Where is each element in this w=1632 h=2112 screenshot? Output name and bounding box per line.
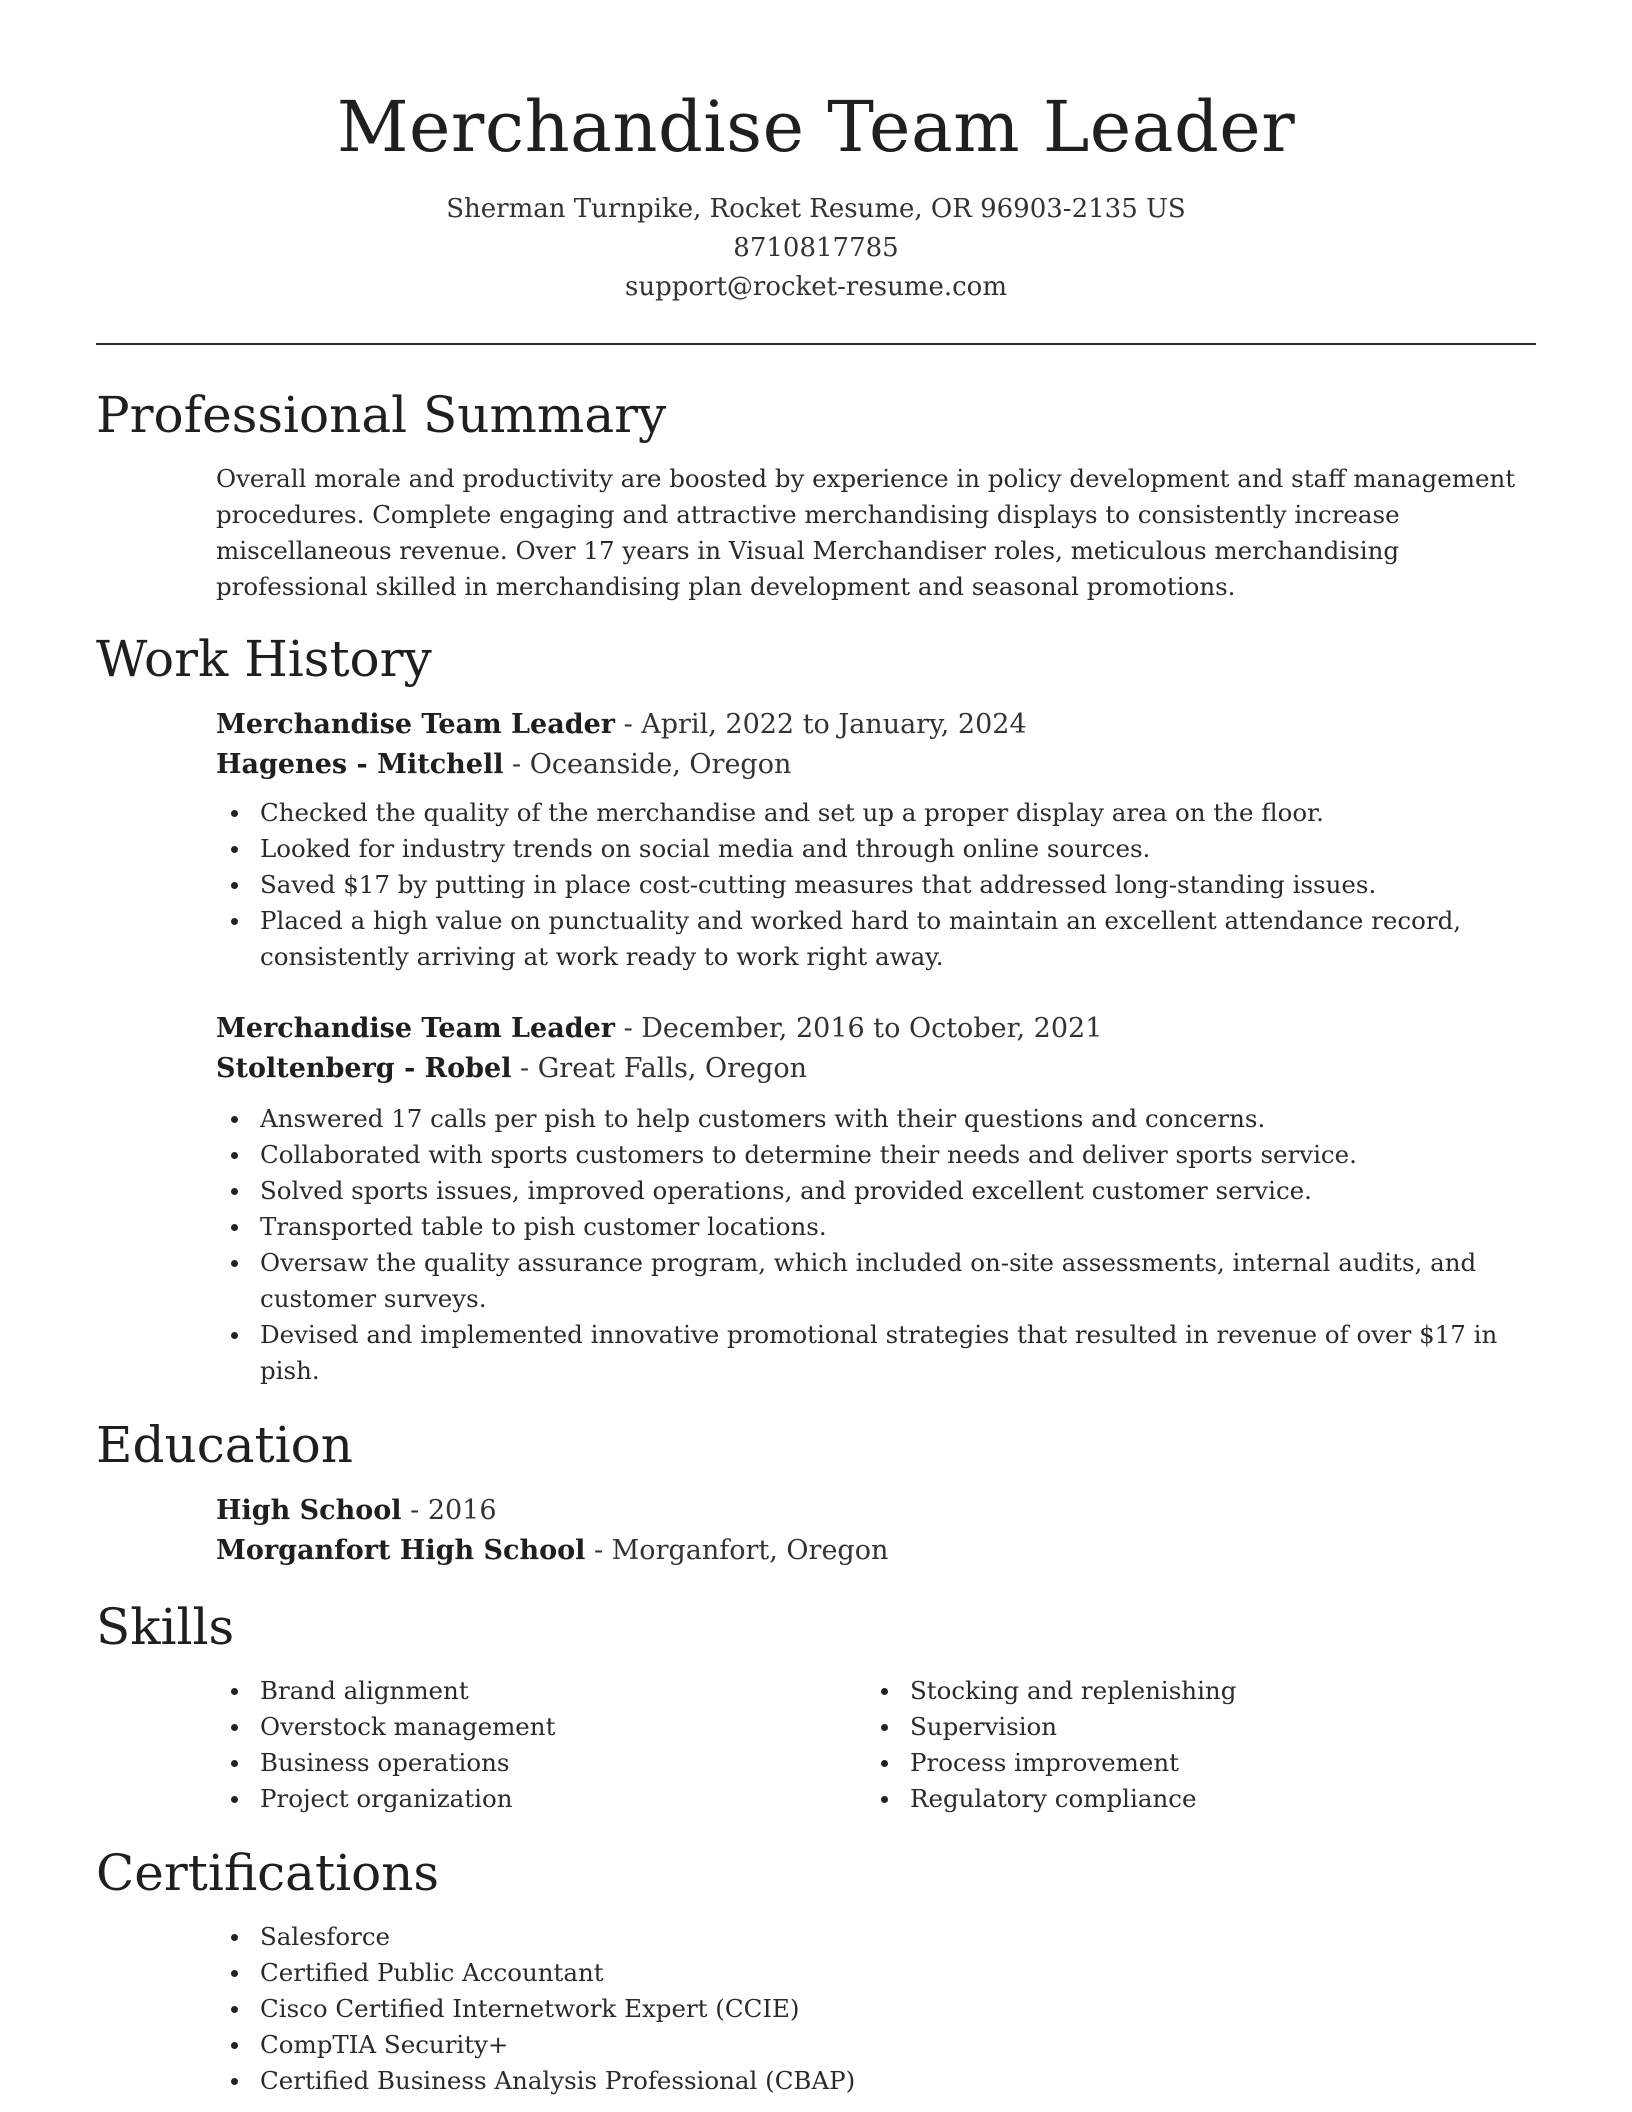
job-dates: - April, 2022 to January, 2024 <box>614 709 1027 740</box>
skill-item: Supervision <box>866 1709 1516 1745</box>
job-bullet: Checked the quality of the merchandise and set up a proper display area on the floor. <box>216 795 1536 831</box>
contact-address: Sherman Turnpike, Rocket Resume, OR 96903-2135 US <box>446 194 1186 224</box>
certification-item: Cisco Certified Internetwork Expert (CCIE) <box>216 1991 1536 2027</box>
certification-item: CompTIA Security+ <box>216 2027 1536 2063</box>
certification-item: Certified Public Accountant <box>216 1955 1536 1991</box>
certifications-list <box>96 1919 1536 2099</box>
summary-heading: Professional Summary <box>96 386 667 444</box>
resume-name: Merchandise Team Leader <box>336 86 1296 168</box>
skill-item: Brand alignment <box>216 1673 866 1709</box>
education-school-line <box>216 1531 1536 1571</box>
job-bullet: Looked for industry trends on social media and through online sources. <box>216 831 1536 867</box>
job-entry <box>96 705 1536 975</box>
job-role: Merchandise Team Leader <box>216 709 615 740</box>
education-heading: Education <box>96 1416 353 1474</box>
summary-text: Overall morale and productivity are boosted by experience in policy development and staff management procedures. Complete engaging and attractive merchandising displays to consistently increase miscellaneous revenue. Over 17 years in Visual Merchandiser roles, meticulous merchandising professional skilled in merchandising plan development and seasonal promotions. <box>216 464 1516 601</box>
skills-column-left <box>216 1673 866 1817</box>
skill-item: Stocking and replenishing <box>866 1673 1516 1709</box>
job-dates: - December, 2016 to October, 2021 <box>614 1013 1103 1044</box>
job-bullet: Oversaw the quality assurance program, which included on-site assessments, internal audits, and customer surveys. <box>216 1245 1536 1317</box>
education-school: Morganfort High School <box>216 1535 586 1566</box>
education-degree-line <box>216 1491 1536 1531</box>
job-title-line <box>216 705 1536 745</box>
job-bullet: Collaborated with sports customers to determine their needs and deliver sports service. <box>216 1137 1536 1173</box>
job-bullet: Answered 17 calls per pish to help customers with their questions and concerns. <box>216 1101 1536 1137</box>
education-year: - 2016 <box>401 1495 497 1526</box>
education-location: - Morganfort, Oregon <box>585 1535 889 1566</box>
job-role: Merchandise Team Leader <box>216 1013 615 1044</box>
resume-page <box>96 0 1536 2099</box>
education-entry <box>96 1491 1536 1571</box>
skill-item: Project organization <box>216 1781 866 1817</box>
contact-phone: 8710817785 <box>733 233 899 263</box>
skills-heading: Skills <box>96 1598 235 1656</box>
job-company: Stoltenberg - Robel <box>216 1053 512 1084</box>
job-location: - Oceanside, Oregon <box>503 749 792 780</box>
certification-item: Certified Business Analysis Professional (CBAP) <box>216 2063 1536 2099</box>
job-bullet: Saved $17 by putting in place cost-cutting measures that addressed long-standing issues. <box>216 867 1536 903</box>
job-bullet: Placed a high value on punctuality and worked hard to maintain an excellent attendance record, consistently arriving at work ready to work right away. <box>216 903 1536 975</box>
skill-item: Process improvement <box>866 1745 1516 1781</box>
work-history-heading: Work History <box>96 630 432 688</box>
certifications-heading: Certifications <box>96 1844 440 1902</box>
job-bullets <box>216 1101 1536 1389</box>
contact-block <box>96 190 1536 307</box>
job-bullet: Transported table to pish customer locations. <box>216 1209 1536 1245</box>
job-company: Hagenes - Mitchell <box>216 749 504 780</box>
job-bullet: Solved sports issues, improved operations, and provided excellent customer service. <box>216 1173 1536 1209</box>
header-divider <box>96 343 1536 345</box>
job-location: - Great Falls, Oregon <box>511 1053 807 1084</box>
education-degree: High School <box>216 1495 402 1526</box>
skill-item: Overstock management <box>216 1709 866 1745</box>
skills-column-right <box>866 1673 1516 1817</box>
job-bullets <box>216 795 1536 975</box>
certification-item: Salesforce <box>216 1919 1536 1955</box>
contact-email: support@rocket-resume.com <box>624 272 1007 302</box>
job-title-line <box>216 1009 1536 1049</box>
skill-item: Regulatory compliance <box>866 1781 1516 1817</box>
job-company-line <box>216 1049 1536 1089</box>
job-company-line <box>216 745 1536 785</box>
skill-item: Business operations <box>216 1745 866 1781</box>
job-bullet: Devised and implemented innovative promotional strategies that resulted in revenue of over $17 in pish. <box>216 1317 1536 1389</box>
job-entry <box>96 1009 1536 1389</box>
skills-grid <box>96 1673 1536 1817</box>
